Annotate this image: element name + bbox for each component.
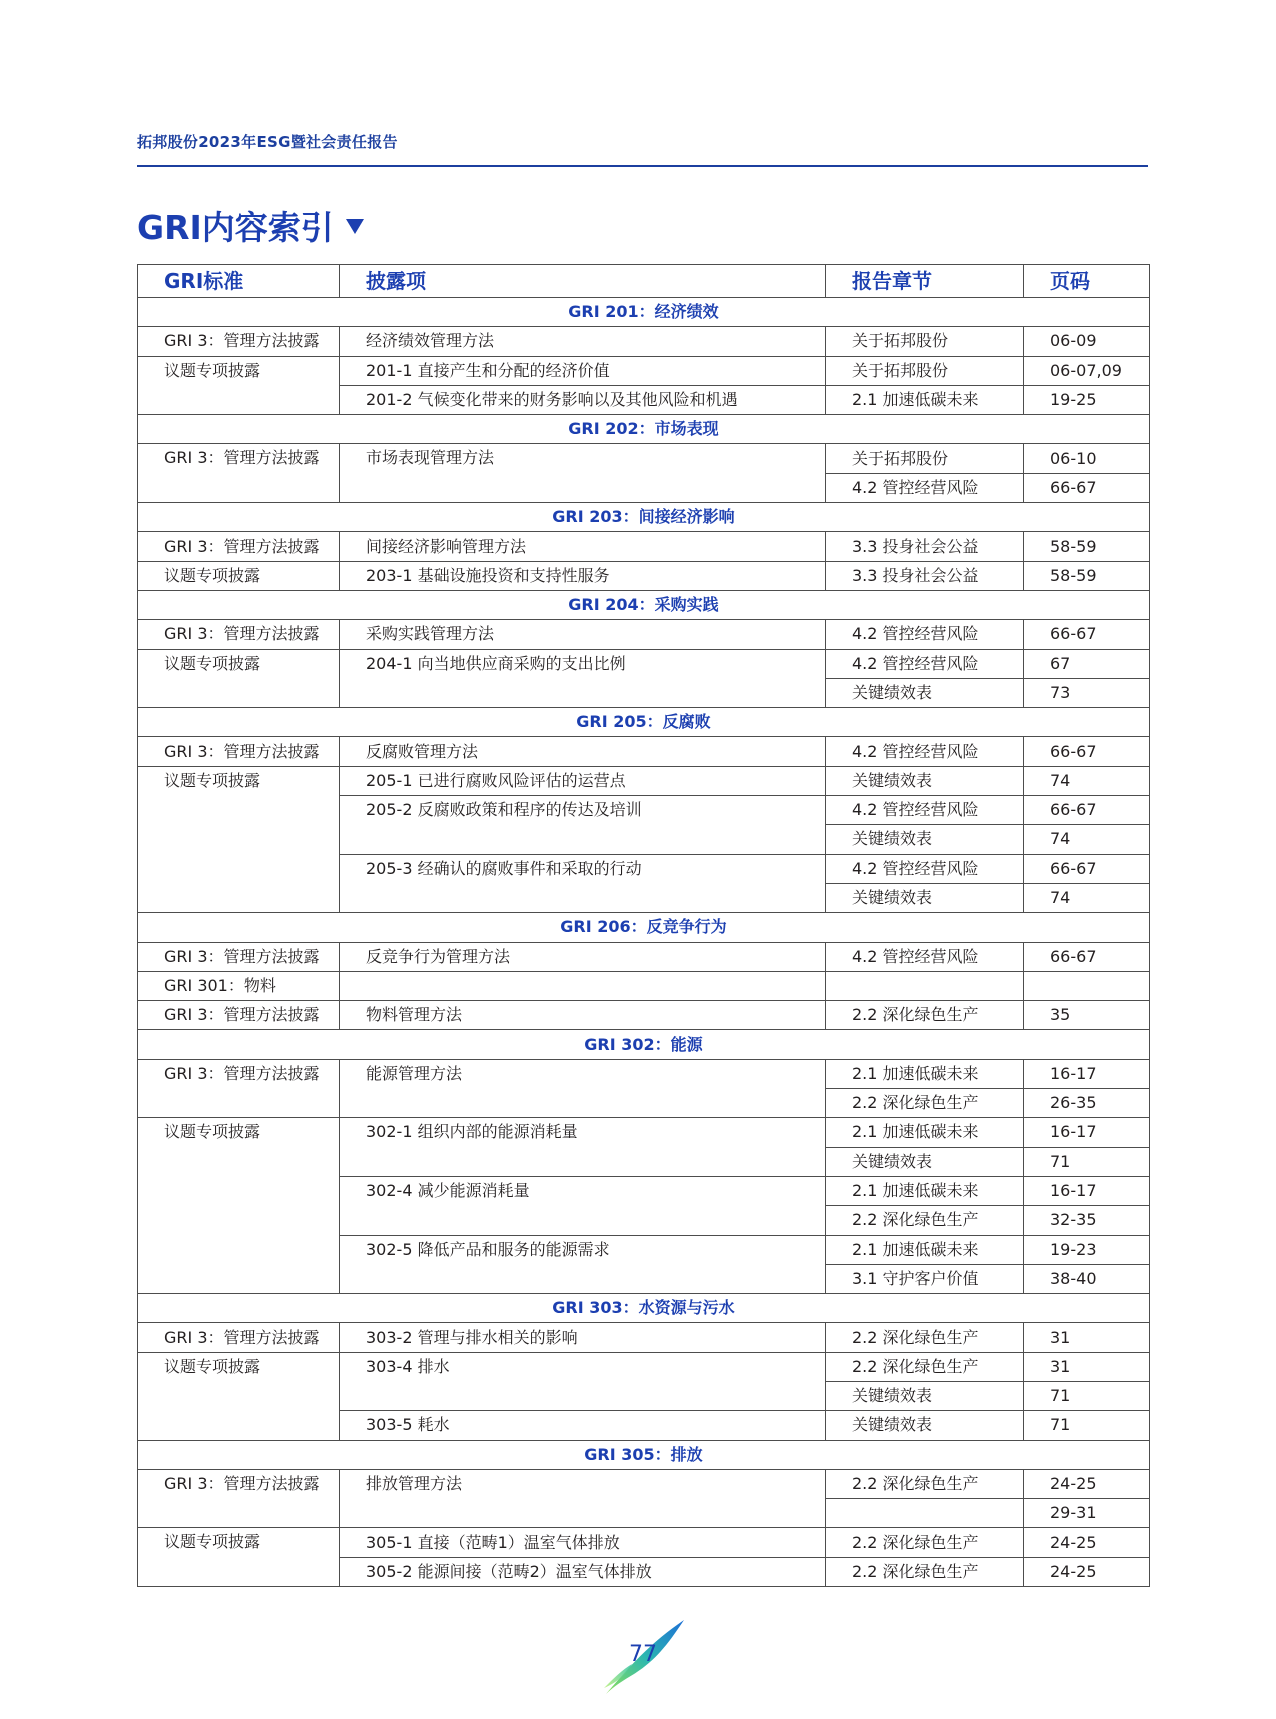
gri-standard: GRI 3：管理方法披露 — [138, 327, 340, 356]
page-ref — [1024, 971, 1150, 1000]
report-chapter: 2.2 深化绿色生产 — [826, 1001, 1024, 1030]
disclosure: 305-2 能源间接（范畴2）温室气体排放 — [340, 1557, 826, 1586]
gri-standard: 议题专项披露 — [138, 766, 340, 912]
report-chapter: 2.1 加速低碳未来 — [826, 1118, 1024, 1147]
disclosure: 201-2 气候变化带来的财务影响以及其他风险和机遇 — [340, 385, 826, 414]
report-chapter: 2.1 加速低碳未来 — [826, 1235, 1024, 1264]
report-chapter: 2.2 深化绿色生产 — [826, 1089, 1024, 1118]
report-chapter: 关键绩效表 — [826, 1147, 1024, 1176]
disclosure: 采购实践管理方法 — [340, 620, 826, 649]
disclosure: 物料管理方法 — [340, 1001, 826, 1030]
report-chapter: 4.2 管控经营风险 — [826, 649, 1024, 678]
report-chapter: 2.1 加速低碳未来 — [826, 1176, 1024, 1205]
page-ref: 06-07,09 — [1024, 356, 1150, 385]
page-ref: 06-10 — [1024, 444, 1150, 473]
disclosure: 反竞争行为管理方法 — [340, 942, 826, 971]
gri-standard: GRI 3：管理方法披露 — [138, 942, 340, 971]
table-row — [138, 737, 1150, 766]
report-chapter: 2.1 加速低碳未来 — [826, 1059, 1024, 1088]
gri-index-table — [137, 264, 1150, 1587]
page-ref: 71 — [1024, 1147, 1150, 1176]
gri-standard: GRI 3：管理方法披露 — [138, 1001, 340, 1030]
page-ref: 66-67 — [1024, 737, 1150, 766]
section-row — [138, 1294, 1150, 1323]
section-title: GRI 201：经济绩效 — [138, 298, 1150, 327]
table-row — [138, 649, 1150, 678]
page-ref: 31 — [1024, 1352, 1150, 1381]
table-row — [138, 620, 1150, 649]
report-chapter: 3.3 投身社会公益 — [826, 532, 1024, 561]
section-title: GRI 204：采购实践 — [138, 590, 1150, 619]
disclosure: 排放管理方法 — [340, 1469, 826, 1528]
page-ref: 16-17 — [1024, 1176, 1150, 1205]
column-header: 披露项 — [340, 265, 826, 298]
disclosure: 303-5 耗水 — [340, 1411, 826, 1440]
gri-standard: GRI 3：管理方法披露 — [138, 444, 340, 503]
report-chapter: 关于拓邦股份 — [826, 444, 1024, 473]
page-ref: 66-67 — [1024, 942, 1150, 971]
report-chapter: 关键绩效表 — [826, 1381, 1024, 1410]
disclosure: 302-1 组织内部的能源消耗量 — [340, 1118, 826, 1177]
page-ref: 31 — [1024, 1323, 1150, 1352]
gri-standard: 议题专项披露 — [138, 1118, 340, 1294]
page-title-text: GRI内容索引 — [137, 208, 334, 247]
column-header: 页码 — [1024, 265, 1150, 298]
report-chapter: 关键绩效表 — [826, 1411, 1024, 1440]
page-ref: 29-31 — [1024, 1499, 1150, 1528]
page-ref: 24-25 — [1024, 1528, 1150, 1557]
section-row — [138, 590, 1150, 619]
report-chapter: 关键绩效表 — [826, 678, 1024, 707]
section-row — [138, 503, 1150, 532]
report-chapter: 4.2 管控经营风险 — [826, 620, 1024, 649]
report-chapter: 2.2 深化绿色生产 — [826, 1469, 1024, 1498]
table-row — [138, 1323, 1150, 1352]
page-ref: 71 — [1024, 1411, 1150, 1440]
disclosure: 305-1 直接（范畴1）温室气体排放 — [340, 1528, 826, 1557]
disclosure: 经济绩效管理方法 — [340, 327, 826, 356]
report-chapter: 关键绩效表 — [826, 825, 1024, 854]
report-chapter: 2.2 深化绿色生产 — [826, 1352, 1024, 1381]
section-row — [138, 298, 1150, 327]
report-chapter — [826, 971, 1024, 1000]
table-row — [138, 1469, 1150, 1498]
report-chapter: 关于拓邦股份 — [826, 356, 1024, 385]
gri-standard: GRI 301：物料 — [138, 971, 340, 1000]
page-ref: 73 — [1024, 678, 1150, 707]
triangle-down-icon — [346, 219, 364, 234]
column-header: GRI标准 — [138, 265, 340, 298]
table-row — [138, 444, 1150, 473]
page-ref: 19-23 — [1024, 1235, 1150, 1264]
page-ref: 71 — [1024, 1381, 1150, 1410]
page-ref: 16-17 — [1024, 1059, 1150, 1088]
table-row — [138, 532, 1150, 561]
page-ref: 35 — [1024, 1001, 1150, 1030]
page-ref: 24-25 — [1024, 1469, 1150, 1498]
disclosure: 205-2 反腐败政策和程序的传达及培训 — [340, 796, 826, 855]
table-row — [138, 1352, 1150, 1381]
report-chapter: 4.2 管控经营风险 — [826, 796, 1024, 825]
section-row — [138, 913, 1150, 942]
section-title: GRI 303：水资源与污水 — [138, 1294, 1150, 1323]
gri-standard: GRI 3：管理方法披露 — [138, 1059, 340, 1118]
report-chapter: 3.1 守护客户价值 — [826, 1264, 1024, 1293]
table-row — [138, 327, 1150, 356]
page-ref: 32-35 — [1024, 1206, 1150, 1235]
page-ref: 66-67 — [1024, 796, 1150, 825]
table-row — [138, 971, 1150, 1000]
disclosure: 203-1 基础设施投资和支持性服务 — [340, 561, 826, 590]
table-header-row — [138, 265, 1150, 298]
disclosure — [340, 971, 826, 1000]
page-number: 77 — [629, 1642, 657, 1667]
gri-standard: 议题专项披露 — [138, 1528, 340, 1587]
report-chapter: 4.2 管控经营风险 — [826, 473, 1024, 502]
disclosure: 302-4 减少能源消耗量 — [340, 1176, 826, 1235]
page-ref: 26-35 — [1024, 1089, 1150, 1118]
report-chapter: 关于拓邦股份 — [826, 327, 1024, 356]
table-row — [138, 1528, 1150, 1557]
page-ref: 24-25 — [1024, 1557, 1150, 1586]
gri-standard: GRI 3：管理方法披露 — [138, 1323, 340, 1352]
table-row — [138, 942, 1150, 971]
report-title: 拓邦股份2023年ESG暨社会责任报告 — [137, 133, 398, 151]
disclosure: 反腐败管理方法 — [340, 737, 826, 766]
table-row — [138, 1001, 1150, 1030]
gri-standard: 议题专项披露 — [138, 649, 340, 708]
gri-standard: GRI 3：管理方法披露 — [138, 620, 340, 649]
disclosure: 205-1 已进行腐败风险评估的运营点 — [340, 766, 826, 795]
page-ref: 74 — [1024, 766, 1150, 795]
page-ref: 67 — [1024, 649, 1150, 678]
gri-standard: GRI 3：管理方法披露 — [138, 737, 340, 766]
section-row — [138, 1030, 1150, 1059]
disclosure: 201-1 直接产生和分配的经济价值 — [340, 356, 826, 385]
gri-standard: GRI 3：管理方法披露 — [138, 532, 340, 561]
page-ref: 06-09 — [1024, 327, 1150, 356]
report-chapter: 2.2 深化绿色生产 — [826, 1528, 1024, 1557]
page-ref: 19-25 — [1024, 385, 1150, 414]
report-chapter: 2.2 深化绿色生产 — [826, 1206, 1024, 1235]
report-chapter: 3.3 投身社会公益 — [826, 561, 1024, 590]
disclosure: 204-1 向当地供应商采购的支出比例 — [340, 649, 826, 708]
table-row — [138, 1118, 1150, 1147]
report-chapter: 2.2 深化绿色生产 — [826, 1557, 1024, 1586]
page-ref: 38-40 — [1024, 1264, 1150, 1293]
page-ref: 58-59 — [1024, 561, 1150, 590]
section-row — [138, 415, 1150, 444]
disclosure: 间接经济影响管理方法 — [340, 532, 826, 561]
page-ref: 58-59 — [1024, 532, 1150, 561]
table-row — [138, 561, 1150, 590]
disclosure: 302-5 降低产品和服务的能源需求 — [340, 1235, 826, 1294]
report-chapter: 4.2 管控经营风险 — [826, 737, 1024, 766]
report-chapter: 2.1 加速低碳未来 — [826, 385, 1024, 414]
gri-standard: 议题专项披露 — [138, 1352, 340, 1440]
report-chapter: 4.2 管控经营风险 — [826, 942, 1024, 971]
report-chapter — [826, 1499, 1024, 1528]
page-ref: 66-67 — [1024, 854, 1150, 883]
section-row — [138, 1440, 1150, 1469]
section-title: GRI 206：反竞争行为 — [138, 913, 1150, 942]
header-divider — [137, 165, 1148, 167]
disclosure: 市场表现管理方法 — [340, 444, 826, 503]
page-ref: 74 — [1024, 825, 1150, 854]
page-ref: 16-17 — [1024, 1118, 1150, 1147]
page-ref: 74 — [1024, 883, 1150, 912]
disclosure: 205-3 经确认的腐败事件和采取的行动 — [340, 854, 826, 913]
report-chapter: 关键绩效表 — [826, 883, 1024, 912]
table-row — [138, 766, 1150, 795]
disclosure: 303-2 管理与排水相关的影响 — [340, 1323, 826, 1352]
column-header: 报告章节 — [826, 265, 1024, 298]
section-row — [138, 708, 1150, 737]
section-title: GRI 305：排放 — [138, 1440, 1150, 1469]
page-title — [137, 208, 364, 248]
section-title: GRI 203：间接经济影响 — [138, 503, 1150, 532]
disclosure: 能源管理方法 — [340, 1059, 826, 1118]
page-ref: 66-67 — [1024, 473, 1150, 502]
table-row — [138, 1059, 1150, 1088]
report-chapter: 关键绩效表 — [826, 766, 1024, 795]
section-title: GRI 202：市场表现 — [138, 415, 1150, 444]
gri-standard: 议题专项披露 — [138, 356, 340, 415]
report-chapter: 4.2 管控经营风险 — [826, 854, 1024, 883]
gri-standard: 议题专项披露 — [138, 561, 340, 590]
table-row — [138, 356, 1150, 385]
section-title: GRI 205：反腐败 — [138, 708, 1150, 737]
report-chapter: 2.2 深化绿色生产 — [826, 1323, 1024, 1352]
gri-standard: GRI 3：管理方法披露 — [138, 1469, 340, 1528]
page-ref: 66-67 — [1024, 620, 1150, 649]
section-title: GRI 302：能源 — [138, 1030, 1150, 1059]
disclosure: 303-4 排水 — [340, 1352, 826, 1411]
